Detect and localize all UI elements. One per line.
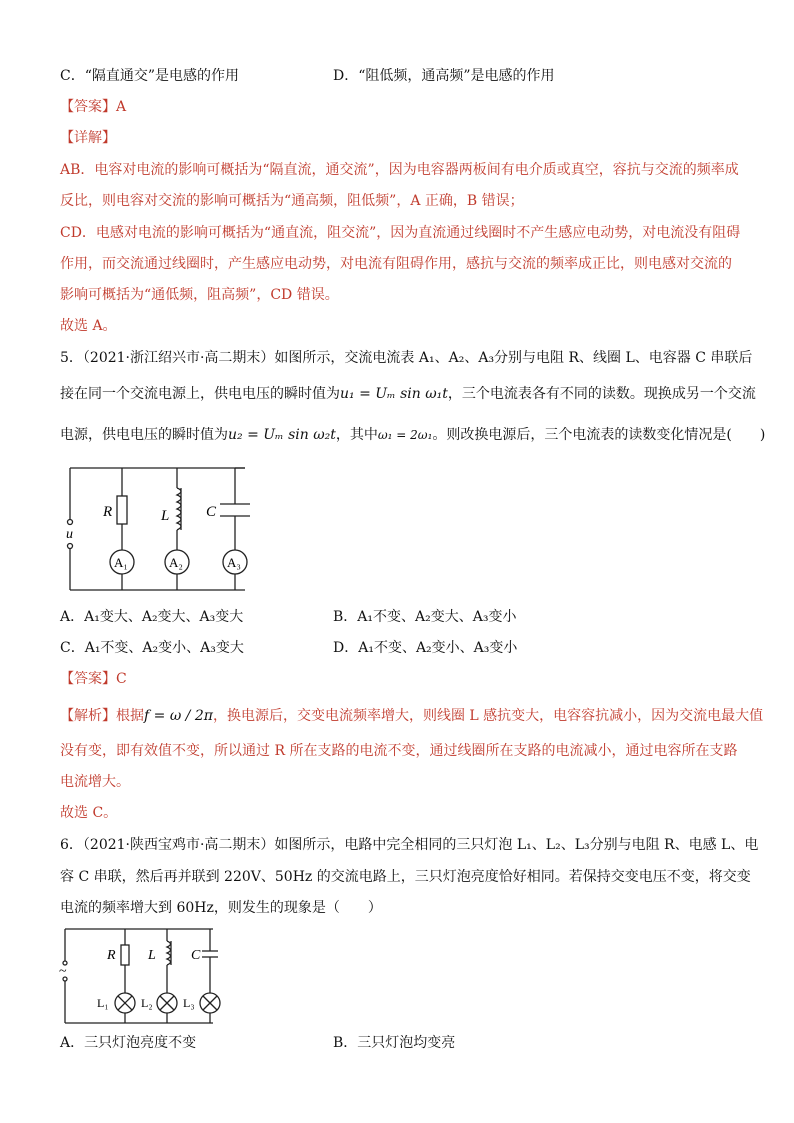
q5-formula-u2: u₂ = Uₘ sin ω₂t bbox=[228, 427, 336, 443]
q4-option-d: D．“阻低频，通高频”是电感的作用 bbox=[333, 68, 555, 84]
q6-stem-line2: 容 C 串联，然后再并联到 220V、50Hz 的交流电路上，三只灯泡亮度恰好相同。若保持交变电压不变，将交变 bbox=[60, 869, 751, 885]
q4-option-c: C．“隔直通交”是电感的作用 bbox=[60, 68, 240, 84]
q5-analysis-line2: 没有变，即有效值不变，所以通过 R 所在支路的电流不变，通过线圈所在支路的电流减小，通过电容所在支路 bbox=[60, 743, 738, 759]
q4-detail-line: CD．电感对电流的影响可概括为“通直流，阻交流”，因为直流通过线圈时不产生感应电动势，对电流没有阻碍 bbox=[60, 225, 741, 241]
q5-label-c: C bbox=[206, 504, 217, 520]
q5-analysis-line1 bbox=[60, 706, 763, 726]
q5-stem-line1: 5．（2021·浙江绍兴市·高二期末）如图所示，交流电流表 A₁、A₂、A₃分别与电阻 R、线圈 L、电容器 C 串联后 bbox=[60, 350, 753, 366]
q5-analysis-text: ，换电源后，交变电流频率增大，则线圈 L 感抗变大，电容容抗减小，因为交流电最大值 bbox=[212, 708, 764, 724]
q5-stem-line3 bbox=[60, 425, 765, 445]
q6-circuit-diagram bbox=[55, 925, 235, 1027]
q6-source-symbol: ~ bbox=[59, 964, 67, 979]
q4-detail-label: 【详解】 bbox=[60, 130, 116, 146]
q5-stem-text: ，三个电流表各有不同的读数。现换成另一个交流 bbox=[447, 386, 756, 402]
q4-detail-line: 影响可概括为“通低频，阻高频”，CD 错误。 bbox=[60, 287, 339, 303]
q5-stem-text: ，其中 bbox=[335, 427, 378, 443]
q6-label-l: L bbox=[148, 948, 156, 963]
q5-answer: 【答案】C bbox=[60, 671, 127, 687]
q4-detail-line: AB．电容对电流的影响可概括为“隔直流，通交流”，因为电容器两板间有电介质或真空，容抗与交流的频率成 bbox=[60, 162, 739, 178]
q4-detail-line: 作用，而交流通过线圈时，产生感应电动势，对电流有阻碍作用，感抗与交流的频率成正比，则电感对交流的 bbox=[60, 256, 732, 272]
q6-lamp-l1: L₁ bbox=[97, 996, 109, 1010]
q5-label-l: L bbox=[161, 508, 170, 524]
q5-stem-text: 接在同一个交流电源上，供电电压的瞬时值为 bbox=[60, 386, 340, 402]
q5-analysis-text: 根据 bbox=[116, 708, 144, 724]
q5-option-d: D．A₁不变、A₂变小、A₃变小 bbox=[333, 640, 518, 656]
q5-analysis-label: 【解析】 bbox=[60, 708, 116, 724]
q6-stem-line1: 6．（2021·陕西宝鸡市·高二期末）如图所示，电路中完全相同的三只灯泡 L₁、L₂、L₃分别与电阻 R、电感 L、电 bbox=[60, 837, 759, 853]
q5-analysis-line3: 电流增大。 bbox=[60, 774, 130, 790]
q5-option-b: B．A₁不变、A₂变大、A₃变小 bbox=[333, 609, 517, 625]
q5-formula-u1: u₁ = Uₘ sin ω₁t bbox=[340, 386, 448, 402]
q5-formula-omega: ω₁ = 2ω₁ bbox=[377, 428, 433, 442]
q5-ammeter-a3: A₃ bbox=[227, 555, 241, 570]
q5-conclusion: 故选 C。 bbox=[60, 805, 118, 821]
q6-label-c: C bbox=[191, 948, 201, 963]
q5-option-a: A．A₁变大、A₂变大、A₃变大 bbox=[60, 609, 244, 625]
q6-lamp-l3: L₃ bbox=[183, 996, 195, 1010]
q5-stem-text: 。则改换电源后，三个电流表的读数变化情况是( ) bbox=[432, 427, 766, 443]
q6-label-r: R bbox=[107, 948, 116, 963]
q6-option-b: B．三只灯泡均变亮 bbox=[333, 1035, 456, 1051]
q5-formula-f: f = ω / 2π bbox=[144, 708, 213, 724]
q6-stem-line3: 电流的频率增大到 60Hz，则发生的现象是（ ） bbox=[60, 900, 382, 916]
q5-ammeter-a2: A₂ bbox=[169, 555, 183, 570]
q6-option-a: A．三只灯泡亮度不变 bbox=[60, 1035, 197, 1051]
q5-circuit-diagram bbox=[55, 460, 265, 595]
q5-ammeter-a1: A₁ bbox=[114, 555, 128, 570]
q4-conclusion: 故选 A。 bbox=[60, 318, 117, 334]
q5-option-c: C．A₁不变、A₂变小、A₃变大 bbox=[60, 640, 244, 656]
q6-lamp-l2: L₂ bbox=[141, 996, 153, 1010]
q5-label-u: u bbox=[66, 527, 73, 542]
q5-stem-line2 bbox=[60, 384, 756, 404]
q5-stem-text: 电源，供电电压的瞬时值为 bbox=[60, 427, 228, 443]
q4-answer: 【答案】A bbox=[60, 99, 127, 115]
q5-label-r: R bbox=[103, 504, 113, 520]
q4-detail-line: 反比，则电容对交流的影响可概括为“通高频，阻低频”，A 正确，B 错误； bbox=[60, 193, 524, 209]
